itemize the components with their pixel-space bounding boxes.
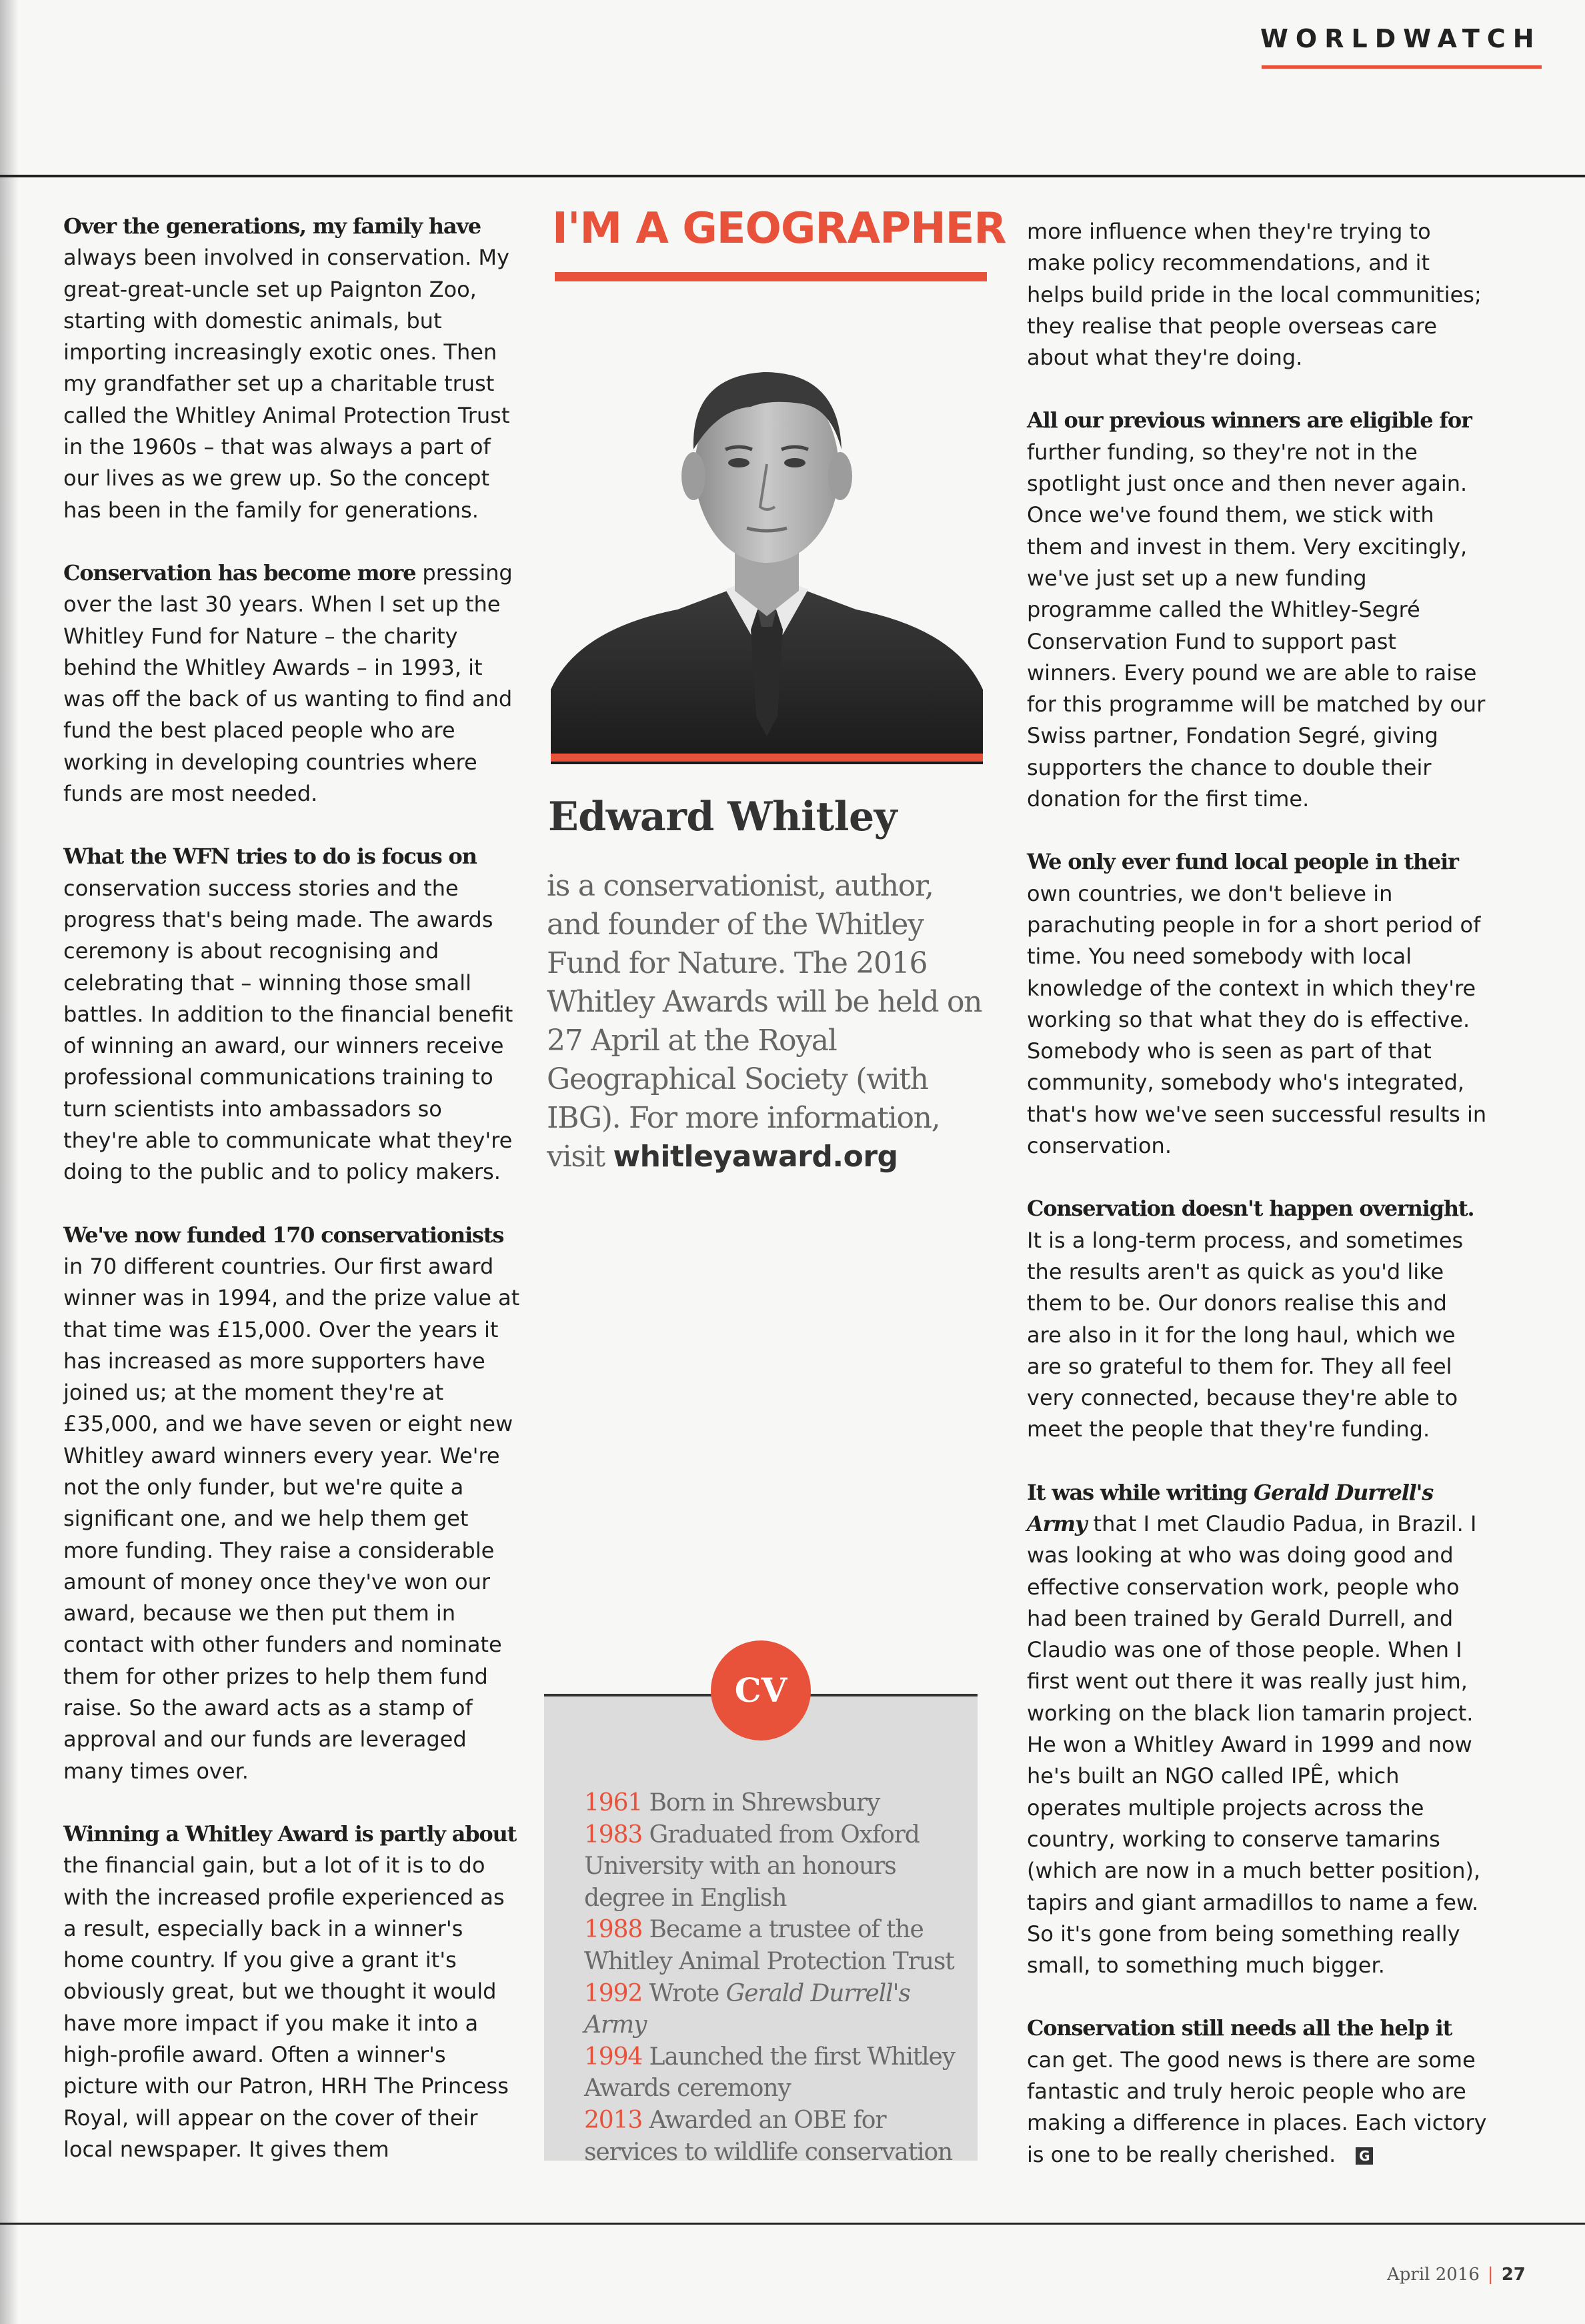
paragraph-body: more influence when they're trying to make policy recommendations, and it helps build pride in the local communities; they realise that people overseas care about what they're doing. (1027, 219, 1482, 371)
paragraph-lead: Conservation doesn't happen overnight. (1027, 1196, 1474, 1222)
cv-item (584, 2105, 971, 2168)
paragraph-body: the financial gain, but a lot of it is to do with the increased profile experienced as a result, especially back in a winner's home country. If you give a grant it's obviously great, but we thought it would have more impact if you make it into a high-profile award. Often a winner's picture with our Patron, HRH The Princess Royal, will appear on the cover of their local newspaper. It gives them (63, 1853, 509, 2162)
paragraph (1027, 846, 1487, 1162)
website-link[interactable]: whitleyaward.org (613, 1140, 898, 1174)
paragraph (1027, 405, 1487, 815)
footer-separator: | (1487, 2265, 1494, 2285)
cv-text: Launched the first Whitley Awards ceremony (584, 2043, 955, 2103)
paragraph-lead: It was while writing (1027, 1479, 1254, 1505)
bottom-rule (0, 2223, 1585, 2225)
paragraph-lead: Conservation still needs all the help it (1027, 2015, 1452, 2041)
paragraph-body: in 70 different countries. Our first award winner was in 1994, and the prize value at that time was £15,000. Over the years it has increased as more supporters have joined us; at the moment they're at £35,000, and we have seven or eight new Whitley award winners every year. We're not the only funder, but we're quite a significant one, and we help them get more funding. They raise a considerable amount of money once they've won our award, because we then put them in contact with other funders and nominate them for other prizes to help them fund raise. So the award acts as a stamp of approval and our funds are leveraged many times over. (63, 1253, 520, 1784)
paragraph-body: It is a long-term process, and sometimes the results aren't as quick as you'd like them to be. Our donors realise this and are also in it for the long haul, which we are so grateful to them for. They all feel very connected, because they're able to meet the people that they're funding. (1027, 1227, 1464, 1442)
top-rule (0, 175, 1585, 177)
paragraph-lead: All our previous winners are eligible for (1027, 407, 1472, 433)
paragraph-lead: We only ever fund local people in their (1027, 849, 1458, 875)
paragraph (63, 1819, 523, 2165)
cv-year: 1983 (584, 1821, 643, 1849)
cv-year: 1961 (584, 1789, 643, 1817)
cv-year: 2013 (584, 2106, 643, 2134)
paragraph (63, 841, 523, 1188)
paragraph-body: can get. The good news is there are some fantastic and truly heroic people who are making a difference in places. Each victory is one to be really cherished. (1027, 2047, 1487, 2167)
paragraph-lead: What the WFN tries to do is focus on (63, 844, 477, 870)
paragraph (63, 1220, 523, 1787)
cv-year: 1994 (584, 2043, 643, 2071)
headline-rule (555, 272, 987, 281)
paragraph (1027, 2013, 1487, 2170)
paragraph-lead: We've now funded 170 conservationists (63, 1222, 504, 1248)
cv-item (584, 1819, 971, 1915)
page-edge-shadow (0, 0, 19, 2324)
end-mark-icon: G (1356, 2147, 1373, 2165)
feature-headline: I'M A GEOGRAPHER (552, 204, 1006, 253)
paragraph-body: own countries, we don't believe in parachuting people in for a short period of time. You need somebody with local knowledge of the context in which they're working so that what they do is effective. Somebody who is seen as part of that community, somebody who's integrated, that's how we've seen successful results in conservation. (1027, 880, 1487, 1159)
profile-name: Edward Whitley (548, 794, 898, 840)
paragraph-body: conservation success stories and the progress that's being made. The awards ceremony is about recognising and celebrating that – winning those small battles. In addition to the financial benefit of winning an award, our winners receive professional communications training to turn scientists into ambassadors so they're able to communicate what they're doing to the public and to policy makers. (63, 875, 513, 1185)
cv-item (584, 1787, 971, 1819)
portrait-photo (551, 316, 983, 764)
cv-item (584, 1978, 971, 2041)
paragraph-body: pressing over the last 30 years. When I set up the Whitley Fund for Nature – the charity behind the Whitley Awards – in 1993, it was off the back of us wanting to find and fund the best placed people who are working in developing countries where funds are most needed. (63, 559, 513, 807)
portrait-rule (551, 754, 983, 762)
paragraph-body: always been involved in conservation. My great-great-uncle set up Paignton Zoo, starting with domestic animals, but importing increasingly exotic ones. Then my grandfather set up a charitable trust called the Whitley Animal Protection Trust in the 1960s – that was always a part of our lives as we grew up. So the concept has been in the family for generations. (63, 245, 510, 523)
cv-badge: CV (711, 1640, 811, 1740)
cv-year: 1992 (584, 1979, 643, 2007)
paragraph (63, 211, 523, 526)
paragraph-body: that I met Claudio Padua, in Brazil. I was looking at who was doing good and effective conservation work, people who had been trained by Gerald Durrell, and Claudio was one of those people. When I first went out there it was really just him, working on the black lion tamarin project. He won a Whitley Award in 1999 and now he's built an NGO called IPÊ, which operates multiple projects across the country, working to conserve tamarins (which are now in a much better position), tapirs and giant armadillos to name a few. So it's gone from being something really small, to something much bigger. (1027, 1510, 1481, 1979)
paragraph (1027, 216, 1487, 373)
profile-bio (547, 867, 992, 1176)
cv-text: Awarded an OBE for services to wildlife conservation (584, 2106, 953, 2166)
article-column-left (63, 211, 523, 2165)
cv-text: Became a trustee of the Whitley Animal Protection Trust (584, 1916, 954, 1975)
paragraph (1027, 1193, 1487, 1445)
article-column-right (1027, 216, 1487, 2171)
paragraph (63, 557, 523, 810)
cv-book-title: Gerald Durrell's Army (584, 1979, 910, 2039)
cv-item (584, 1914, 971, 1977)
bio-text: is a conservationist, author, and founder of the Whitley Fund for Nature. The 2016 Whitley Awards will be held on 27 April at the Royal Geographical Society (with IBG). For more information, visit (547, 869, 982, 1174)
section-tag: WORLDWATCH (1260, 24, 1542, 53)
cv-text: Wrote (642, 1979, 726, 2007)
cv-text: Graduated from Oxford University with an honours degree in English (584, 1821, 920, 1912)
section-tag-underline (1262, 65, 1542, 69)
paragraph-lead-book-title: Gerald Durrell's Army (1027, 1479, 1434, 1536)
cv-item (584, 2041, 971, 2105)
paragraph-lead: Over the generations, my family have (63, 213, 481, 239)
paragraph-lead: Winning a Whitley Award is partly about (63, 1821, 517, 1847)
page-number: 27 (1501, 2265, 1526, 2285)
paragraph-body: further funding, so they're not in the spotlight just once and then never again. Once we've found them, we stick with them and invest in them. Very excitingly, we've just set up a new funding programme called the Whitley-Segré Conservation Fund to support past winners. Every pound we are able to raise for this programme will be matched by our Swiss partner, Fondation Segré, giving supporters the chance to double their donation for the first time. (1027, 439, 1486, 812)
paragraph (1027, 1477, 1487, 1982)
cv-list (584, 1787, 971, 2168)
cv-text: Born in Shrewsbury (642, 1789, 880, 1817)
paragraph-lead: Conservation has become more (63, 559, 416, 586)
cv-year: 1988 (584, 1916, 643, 1944)
page-footer (1387, 2265, 1526, 2285)
issue-date: April 2016 (1387, 2265, 1480, 2285)
